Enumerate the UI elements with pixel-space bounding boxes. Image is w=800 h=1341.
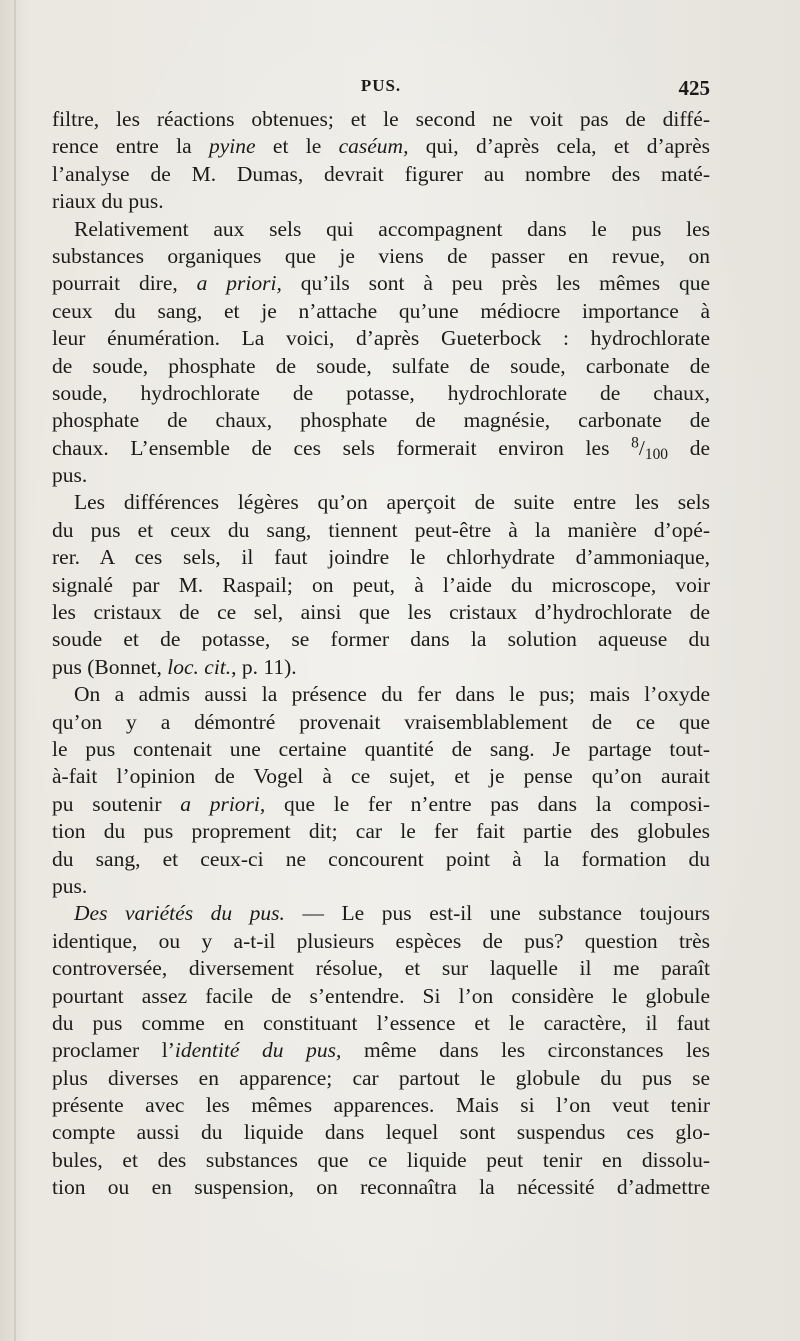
italic-text: caséum, — [338, 134, 409, 159]
text-line — [52, 736, 710, 763]
text-line — [52, 928, 710, 955]
text-line — [52, 955, 710, 982]
italic-text: Des variétés du pus. — [74, 901, 285, 926]
text-segment: chaux. L’ensemble de ces sels formerait environ les — [52, 435, 632, 460]
text-segment: tion ou en suspension, on reconnaîtra la nécessité d’admettre — [52, 1175, 710, 1200]
text-segment: signalé par M. Raspail; on peut, à l’aide du microscope, voir — [52, 572, 710, 597]
text-segment: à-fait l’opinion de Vogel à ce sujet, et je pense qu’on aurait — [52, 764, 710, 789]
text-segment: substances organiques que je viens de passer en revue, on — [52, 243, 710, 268]
text-line — [52, 818, 710, 845]
text-line — [52, 380, 710, 407]
text-line — [52, 1119, 710, 1146]
italic-text: pyine — [209, 134, 256, 159]
page-header — [52, 76, 710, 102]
text-line — [52, 298, 710, 325]
text-line — [52, 325, 710, 352]
text-line — [52, 1065, 710, 1092]
text-segment: plus diverses en apparence; car partout le globule du pus se — [52, 1065, 710, 1090]
text-segment: pus (Bonnet, — [52, 654, 168, 679]
text-line — [52, 133, 710, 160]
text-line — [52, 654, 710, 681]
binding-edge — [14, 0, 16, 1341]
text-segment: soude et de potasse, se former dans la solution aqueuse du — [52, 627, 710, 652]
text-segment: filtre, les réactions obtenues; et le second ne voit pas de diffé- — [52, 107, 710, 131]
text-line — [52, 626, 710, 653]
text-line — [52, 846, 710, 873]
text-line — [52, 353, 710, 380]
text-segment: On a admis aussi la présence du fer dans le pus; mais l’oxyde — [74, 682, 710, 707]
text-line — [52, 106, 710, 133]
text-segment: phosphate de chaux, phosphate de magnésie, carbonate de — [52, 408, 710, 433]
text-line — [52, 1010, 710, 1037]
text-line — [52, 243, 710, 270]
text-segment: les cristaux de ce sel, ainsi que les cristaux d’hydrochlorate de — [52, 600, 710, 625]
italic-text: identité du pus, — [174, 1038, 342, 1063]
text-segment: tion du pus proprement dit; car le fer fait partie des globules — [52, 819, 710, 844]
text-segment: qui, d’après cela, et d’après — [408, 134, 710, 159]
text-segment: de soude, phosphate de soude, sulfate de soude, carbonate de — [52, 353, 710, 378]
text-segment: qu’ils sont à peu près les mêmes que — [281, 271, 710, 296]
text-line — [52, 1147, 710, 1174]
text-segment: ceux du sang, et je n’attache qu’une médiocre importance à — [52, 298, 710, 323]
text-segment: riaux du pus. — [52, 189, 164, 214]
text-line — [52, 709, 710, 736]
text-line — [52, 983, 710, 1010]
text-segment: de — [668, 435, 710, 460]
text-segment: bules, et des substances que ce liquide peut tenir en dissolu- — [52, 1147, 710, 1172]
text-segment: pourtant assez facile de s’entendre. Si l’on considère le globule — [52, 983, 710, 1008]
text-segment: que le fer n’entre pas dans la composi- — [265, 791, 711, 816]
text-line — [52, 1174, 710, 1201]
text-line — [52, 517, 710, 544]
text-line — [52, 407, 710, 434]
body-text — [52, 106, 710, 1202]
text-segment: du pus et ceux du sang, tiennent peut-être à la manière d’opé- — [52, 517, 710, 542]
text-line — [52, 435, 710, 462]
text-line — [52, 161, 710, 188]
text-line — [52, 873, 710, 900]
text-line — [52, 489, 710, 516]
text-segment: proclamer l’ — [52, 1038, 175, 1063]
text-segment: du pus comme en constituant l’essence et le caractère, il faut — [52, 1010, 710, 1035]
text-segment: pourrait dire, — [52, 271, 197, 296]
text-segment: , p. 11). — [231, 654, 297, 679]
text-segment: Relativement aux sels qui accompagnent dans le pus les — [74, 216, 710, 241]
text-segment: — Le pus est-il une substance toujours — [284, 901, 710, 926]
text-segment: du sang, et ceux-ci ne concourent point à la formation du — [52, 846, 710, 871]
text-line — [52, 188, 710, 215]
text-segment: compte aussi du liquide dans lequel sont suspendus ces glo- — [52, 1120, 710, 1145]
text-line — [52, 544, 710, 571]
text-segment: pus. — [52, 873, 88, 898]
italic-text: a priori, — [180, 791, 266, 816]
text-segment: / — [638, 435, 645, 460]
text-line — [52, 462, 710, 489]
fraction-denominator: 100 — [644, 445, 669, 463]
text-segment: l’analyse de M. Dumas, devrait figurer au nombre des maté- — [52, 161, 710, 186]
text-segment: et le — [255, 134, 339, 159]
text-line — [52, 1037, 710, 1064]
text-segment: qu’on y a démontré provenait vraisemblablement de ce que — [52, 709, 710, 734]
text-line — [52, 216, 710, 243]
text-segment: même dans les circonstances les — [341, 1038, 710, 1063]
page-number: 425 — [678, 76, 710, 100]
italic-text: loc. cit. — [167, 654, 232, 679]
text-segment: soude, hydrochlorate de potasse, hydrochlorate de chaux, — [52, 380, 710, 405]
text-line — [52, 900, 710, 927]
text-segment: leur énumération. La voici, d’après Gueterbock : hydrochlorate — [52, 326, 710, 351]
text-segment: Les différences légères qu’on aperçoit de suite entre les sels — [74, 490, 710, 515]
text-segment: pus. — [52, 463, 88, 488]
text-segment: le pus contenait une certaine quantité de sang. Je partage tout- — [52, 736, 710, 761]
text-segment: rer. A ces sels, il faut joindre le chlorhydrate d’ammoniaque, — [52, 545, 710, 570]
fraction-numerator: 8 — [631, 433, 639, 451]
text-segment: controversée, diversement résolue, et sur laquelle il me paraît — [52, 956, 710, 981]
text-line — [52, 1092, 710, 1119]
italic-text: a priori, — [196, 271, 282, 296]
text-segment: identique, ou y a-t-il plusieurs espèces de pus? question très — [52, 928, 710, 953]
text-line — [52, 763, 710, 790]
text-line — [52, 599, 710, 626]
text-segment: rence entre la — [52, 134, 210, 159]
text-line — [52, 681, 710, 708]
running-head: PUS. — [360, 76, 402, 95]
text-segment: pu soutenir — [52, 791, 181, 816]
text-segment: présente avec les mêmes apparences. Mais si l’on veut tenir — [52, 1093, 710, 1118]
text-line — [52, 791, 710, 818]
text-line — [52, 572, 710, 599]
text-line — [52, 270, 710, 297]
